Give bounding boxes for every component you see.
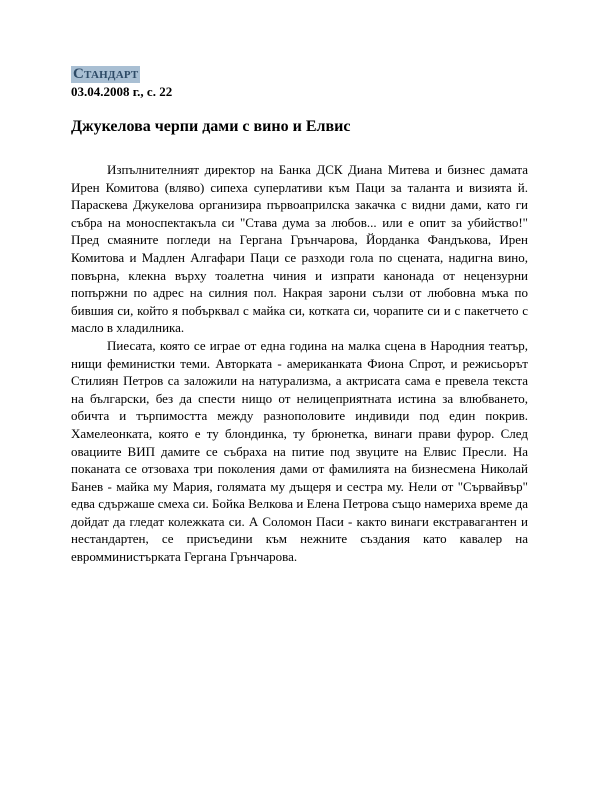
article-body	[71, 161, 528, 566]
article-paragraph: Пиесата, която се играе от една година на малка сцена в Народния театър, нищи феминистки теми. Авторката - американката Фиона Спрот, и режисьорът Стилиян Петров са заложили на натурализма, а актрисата сама е превела текста на български, без да спести нищо от нелицеприятната истина за влюбването, обичта и търпимостта между разнополовите индивиди под един покрив. Хамелеонката, която е ту блондинка, ту брюнетка, винаги прави фурор. След овациите ВИП дамите се събраха на питие под звуците на Елвис Пресли. На поканата се отзоваха три поколения дами от фамилията на бизнесмена Николай Банев - майка му Мария, голямата му дъщеря и сестра му. Нели от "Сървайвър" едва сдържаше смеха си. Бойка Велкова и Елена Петрова също намериха време да дойдат да гледат колежката си. А Соломон Паси - както винаги екстравагантен и нестандартен, се присъедини към нежните създания като кавалер на евромминистърката Гергана Грънчарова.	[71, 337, 528, 565]
publication-logo: Стандарт	[73, 66, 139, 82]
dateline: 03.04.2008 г., с. 22	[71, 84, 173, 99]
article-title: Джукелова черпи дами с вино и Елвис	[71, 118, 351, 135]
article-paragraph: Изпълнителният директор на Банка ДСК Диана Митева и бизнес дамата Ирен Комитова (вляво) сипеха суперлативи към Паци за таланта и визията й. Парaскева Джукелова организира първоаприлска закачка с видни дами, като ги събра на моноспектакъла си "Става дума за любов... или е опит за убийство!" Пред смаяните погледи на Гергана Грънчарова, Йорданка Фандъкова, Ирен Комитова и Мадлен Алгафари Паци се разходи гола по сцената, надигна вино, повърна, клекна върху тоалетна чиния и изпрати канонада от нецензурни попържни по адрес на силния пол. Накрая зарони сълзи от любовна мъка по бившия си, който я побърквал с майка си, котката си, чорапите си и с пакетчето с масло в хладилника.	[71, 162, 528, 336]
